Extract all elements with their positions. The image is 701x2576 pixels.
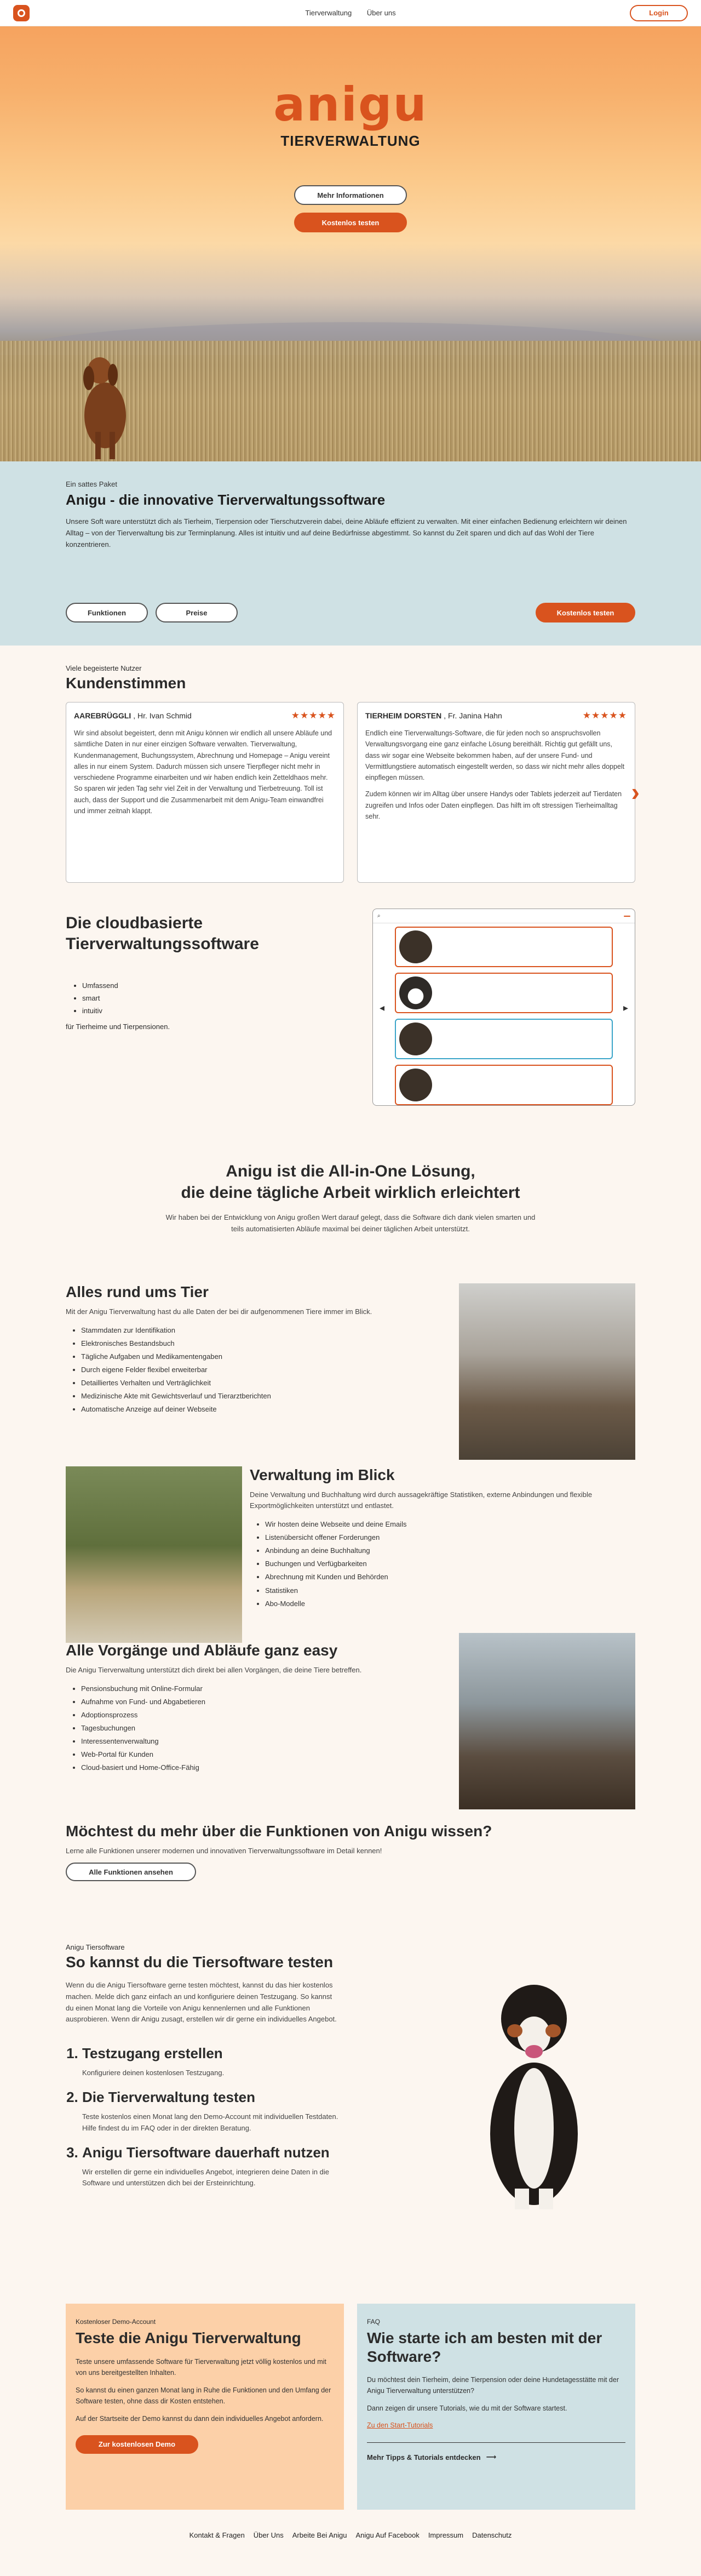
more-tips-label: Mehr Tipps & Tutorials entdecken <box>367 2453 481 2461</box>
feature-text: Die Anigu Tierverwaltung unterstützt dich direkt bei allen Vorgängen, die deine Tiere betreffen. <box>66 1666 362 1674</box>
testimonials-section <box>0 646 701 909</box>
intro-section <box>0 461 701 646</box>
prices-button[interactable]: Preise <box>156 603 238 622</box>
list-item: • Adoptionsprozess <box>81 1709 449 1722</box>
testimonial-org: TIERHEIM DORSTEN <box>365 711 442 720</box>
testimonial-card <box>357 702 635 883</box>
cloud-note: für Tierheime und Tierpensionen. <box>66 1023 170 1031</box>
demo-title: Teste die Anigu Tierverwaltung <box>76 2329 301 2346</box>
list-item: • Web-Portal für Kunden <box>81 1748 449 1761</box>
demo-kicker: Kostenloser Demo-Account <box>76 2318 156 2326</box>
test-step-title: Anigu Tiersoftware dauerhaft nutzen <box>82 2144 330 2161</box>
hero-free-trial-button[interactable]: Kostenlos testen <box>294 213 407 232</box>
faq-text: Dann zeigen dir unsere Tutorials, wie du mit der Software startest. <box>367 2404 567 2413</box>
footer-link-contact[interactable]: Kontakt & Fragen <box>189 2531 245 2539</box>
list-item: • Tägliche Aufgaben und Medikamentengaben <box>81 1350 427 1363</box>
functions-button[interactable]: Funktionen <box>66 603 148 622</box>
testimonial-org: AAREBRÜGGLI <box>74 711 131 720</box>
mockup-row <box>395 973 613 1013</box>
testimonial-text: Wir sind absolut begeistert, denn mit Anigu können wir endlich all unsere Abläufe und sämtliche Daten in nur einer einzigen Software verwalten. Tierverwaltung, Kundenmanagement, Buchungssystem, Abrechnung und Homepage – Anigu vereint alles in nur einem System. Dadurch müssen sich unsere Tierpfleger nicht mehr in verschiedene Programme einarbeiten und wir haben endlich kein Zetteldhaos mehr. So sparen wir jeden Tag sehr viel Zeit in der Verwaltung und Tierbetreuung. Toll ist auch, dass der Support und die Zusammenarbeit mit dem Anigu-Team einwandfrei und immer zeitnah klappt. <box>74 729 332 815</box>
animal-photo <box>399 930 432 963</box>
test-software-section <box>0 1943 701 2304</box>
hero-section <box>0 26 701 461</box>
app-screenshot-mockup <box>372 909 635 1106</box>
footer-link-facebook[interactable]: Anigu Auf Facebook <box>355 2531 420 2539</box>
testimonial-person: , Hr. Ivan Schmid <box>133 711 192 720</box>
list-item: • Anbindung an deine Buchhaltung <box>265 1544 639 1557</box>
demo-text: Auf der Startseite der Demo kannst du dann dein individuelles Angebot anfordern. <box>76 2414 324 2423</box>
test-step-text: Wir erstellen dir gerne ein individuelles Angebot, integrieren deine Daten in die Software und unterstützen dich bei der Ersteinrichtung. <box>82 2167 329 2187</box>
test-title: So kannst du die Tiersoftware testen <box>66 1954 334 1970</box>
feature-title: Verwaltung im Blick <box>250 1466 395 1483</box>
feature-list <box>81 1324 427 1416</box>
testimonial-text: Zudem können wir im Alltag über unsere Handys oder Tablets jederzeit auf Tierdaten zugreifen und Infos oder Daten einpflegen. Das hilft im oft stressigen Tierheimalltag sehr. <box>365 790 622 820</box>
list-item: • Stammdaten zur Identifikation <box>81 1324 427 1337</box>
testimonial-text: Endlich eine Tierverwaltungs-Software, die für jeden noch so anspruchsvollen Verwaltungsvorgang eine ganz einfache Lösung bereithält. Richtig gut gefällt uns, dass wir sogar eine Webseite bekommen haben, auf der unsere Fund- und Vermittlungstiere automatisch eingestellt werden, so dass wir nicht mehr alles doppelt einpflegen müssen. <box>365 729 625 781</box>
more-tips-link[interactable] <box>367 2453 625 2461</box>
mockup-animal-list <box>373 923 635 1106</box>
rating-stars-icon: ★★★★★ <box>291 710 336 721</box>
all-functions-button[interactable]: Alle Funktionen ansehen <box>66 1863 196 1881</box>
list-item: • Buchungen und Verfügbarkeiten <box>265 1557 639 1570</box>
laptop-image <box>459 1633 635 1809</box>
allinone-title <box>0 1161 701 1203</box>
mockup-row <box>395 1065 613 1105</box>
test-step-text: Konfiguriere deinen kostenlosen Testzugang. <box>82 2069 225 2077</box>
list-item: • intuitiv <box>82 1005 118 1018</box>
person-with-dog-tablet-image <box>459 1283 635 1460</box>
test-step-text: Teste kostenlos einen Monat lang den Demo-Account mit individuellen Testdaten. Hilfe findest du im FAQ oder in der direkten Beratung. <box>82 2112 338 2132</box>
testimonial-card <box>66 702 344 883</box>
hero-logo-wordmark: anigu <box>273 77 428 132</box>
rating-stars-icon: ★★★★★ <box>582 710 627 721</box>
nav-link-tierverwaltung[interactable]: Tierverwaltung <box>305 9 352 17</box>
feature-admin-section <box>0 1466 701 1642</box>
top-nav <box>0 0 701 26</box>
feature-title: Alles rund ums Tier <box>66 1283 209 1300</box>
feature-title: Alle Vorgänge und Abläufe ganz easy <box>66 1642 338 1659</box>
testimonial-person: , Fr. Janina Hahn <box>444 711 502 720</box>
cloud-section <box>0 909 701 1150</box>
list-item: • smart <box>82 992 118 1005</box>
animal-photo <box>399 976 432 1009</box>
list-item: • Automatische Anzeige auf deiner Webseite <box>81 1403 427 1416</box>
feature-processes-section <box>0 1642 701 1823</box>
hero-subtitle: TIERVERWALTUNG <box>280 133 421 149</box>
list-item: • Aufnahme von Fund- und Abgabetieren <box>81 1695 449 1709</box>
login-button[interactable]: Login <box>630 5 688 21</box>
mockup-row <box>395 927 613 967</box>
feature-list <box>265 1518 639 1610</box>
free-demo-button[interactable]: Zur kostenlosen Demo <box>76 2435 198 2454</box>
mockup-next-arrow-icon[interactable]: ▸ <box>623 1002 628 1013</box>
more-text: Lerne alle Funktionen unserer modernen und innovativen Tierverwaltungssoftware im Detail kennen! <box>66 1847 382 1855</box>
nav-links <box>0 9 701 17</box>
list-item: • Statistiken <box>265 1584 639 1597</box>
animal-photo <box>399 1069 432 1101</box>
feature-list <box>81 1682 449 1774</box>
list-item: • Cloud-basiert und Home-Office-Fähig <box>81 1761 449 1774</box>
list-item: • Wir hosten deine Webseite und deine Emails <box>265 1518 639 1531</box>
intro-title: Anigu - die innovative Tierverwaltungssoftware <box>66 492 386 508</box>
test-kicker: Anigu Tiersoftware <box>66 1943 125 1951</box>
demo-box <box>66 2304 344 2510</box>
start-tutorials-link[interactable]: Zu den Start-Tutorials <box>367 2421 433 2430</box>
test-lead: Wenn du die Anigu Tiersoftware gerne testen möchtest, kannst du das hier kostenlos machen. Melde dich ganz einfach an und konfiguriere deinen Testzugang. So kannst du einen Monat lang die Vorteile von Anigu kennenlernen und alle Funktionen ausprobieren. Wenn dir Anigu zusagt, erstellen wir dir gerne ein individuelles Angebot. <box>66 1981 337 2024</box>
cloud-title: Die cloudbasierte Tierverwaltungssoftware <box>66 914 259 953</box>
list-item: • Medizinische Akte mit Gewichtsverlauf und Tierarztberichten <box>81 1390 427 1403</box>
list-item: • Abo-Modelle <box>265 1597 639 1610</box>
mockup-row <box>395 1019 613 1059</box>
faq-text: Du möchtest dein Tierheim, deine Tierpension oder deine Hundetagesstätte mit der Anigu Tierverwaltung unterstützen? <box>367 2376 619 2395</box>
allinone-section <box>0 1150 701 1283</box>
testimonials-kicker: Viele begeisterte Nutzer <box>66 664 142 672</box>
cloud-bullet-list <box>82 980 118 1017</box>
list-item: • Interessentenverwaltung <box>81 1735 449 1748</box>
intro-text: Unsere Soft ware unterstützt dich als Tierheim, Tierpension oder Tierschutzverein dabei, deine Abläufe effizient zu verwalten. Mit einer einfachen Bedienung erleichtern wir deinen Alltag – von der Tierverwaltung bis zur Terminplanung. Alles ist intuitiv und auf deine Bedürfnisse abgestimmt. So kannst du Zeit sparen und dich auf das Wohl der Tiere konzentrieren. <box>66 517 627 549</box>
footer <box>0 2510 701 2561</box>
footer-link-imprint[interactable]: Impressum <box>428 2531 464 2539</box>
intro-free-trial-button[interactable]: Kostenlos testen <box>536 603 635 622</box>
test-step-title: Testzugang erstellen <box>82 2045 223 2062</box>
allinone-title-line: die deine tägliche Arbeit wirklich erleichtert <box>181 1184 520 1202</box>
carousel-next-arrow-icon[interactable]: › <box>631 778 640 806</box>
list-item: • Pensionsbuchung mit Online-Formular <box>81 1682 449 1695</box>
faq-title: Wie starte ich am besten mit der Software? <box>367 2329 602 2365</box>
demo-text: So kannst du einen ganzen Monat lang in Ruhe die Funktionen und den Umfang der Software testen, ohne dass dir Kosten entstehen. <box>76 2386 331 2405</box>
bernese-dog-image <box>471 1969 597 2211</box>
footer-link-jobs[interactable]: Arbeite Bei Anigu <box>292 2531 347 2539</box>
more-info-button[interactable]: Mehr Informationen <box>294 185 407 205</box>
nav-link-ueber-uns[interactable]: Über uns <box>366 9 396 17</box>
arrow-right-icon: ⟶ <box>486 2453 497 2461</box>
list-item: • Abrechnung mit Kunden und Behörden <box>265 1570 639 1584</box>
more-title: Möchtest du mehr über die Funktionen von Anigu wissen? <box>66 1823 492 1840</box>
test-step-title: Die Tierverwaltung testen <box>82 2088 255 2105</box>
more-functions-section <box>0 1823 701 1943</box>
list-item: • Listenübersicht offener Forderungen <box>265 1531 639 1544</box>
demo-text: Teste unsere umfassende Software für Tierverwaltung jetzt völlig kostenlos und mit von uns bereitgestellten Inhalten. <box>76 2357 326 2377</box>
footer-link-about[interactable]: Über Uns <box>253 2531 284 2539</box>
mockup-tag <box>624 916 630 917</box>
mockup-search-icon: ⌕ <box>377 913 381 919</box>
faq-kicker: FAQ <box>367 2318 381 2326</box>
hero-dog-image <box>67 350 143 459</box>
dogs-eating-image <box>66 1466 242 1643</box>
allinone-title-line: Anigu ist die All-in-One Lösung, <box>226 1162 475 1180</box>
feature-text: Mit der Anigu Tierverwaltung hast du alle Daten der bei dir aufgenommenen Tiere immer im Blick. <box>66 1307 372 1316</box>
list-item: • Durch eigene Felder flexibel erweiterbar <box>81 1363 427 1376</box>
feature-animal-section <box>0 1283 701 1466</box>
cta-boxes <box>0 2304 701 2510</box>
mockup-prev-arrow-icon[interactable]: ◂ <box>380 1002 385 1013</box>
intro-kicker: Ein sattes Paket <box>66 480 117 488</box>
list-item: • Tagesbuchungen <box>81 1722 449 1735</box>
divider <box>367 2442 625 2443</box>
animal-photo <box>399 1023 432 1055</box>
list-item: • Elektronisches Bestandsbuch <box>81 1337 427 1350</box>
list-item: • Umfassend <box>82 980 118 992</box>
footer-link-privacy[interactable]: Datenschutz <box>472 2531 512 2539</box>
testimonials-title: Kundenstimmen <box>66 675 186 692</box>
feature-text: Deine Verwaltung und Buchhaltung wird durch aussagekräftige Statistiken, externe Anbindungen und flexible Exportmöglichkeiten unterstützt und entlastet. <box>250 1490 593 1510</box>
allinone-text: Wir haben bei der Entwicklung von Anigu großen Wert darauf gelegt, dass die Software dich dank vielen smarten und teils automatisierten Abläufe maximal bei deiner täglichen Arbeit unterstützt. <box>165 1213 536 1233</box>
mockup-toolbar <box>373 909 635 923</box>
list-item: • Detailliertes Verhalten und Verträglichkeit <box>81 1376 427 1390</box>
faq-box <box>357 2304 635 2510</box>
